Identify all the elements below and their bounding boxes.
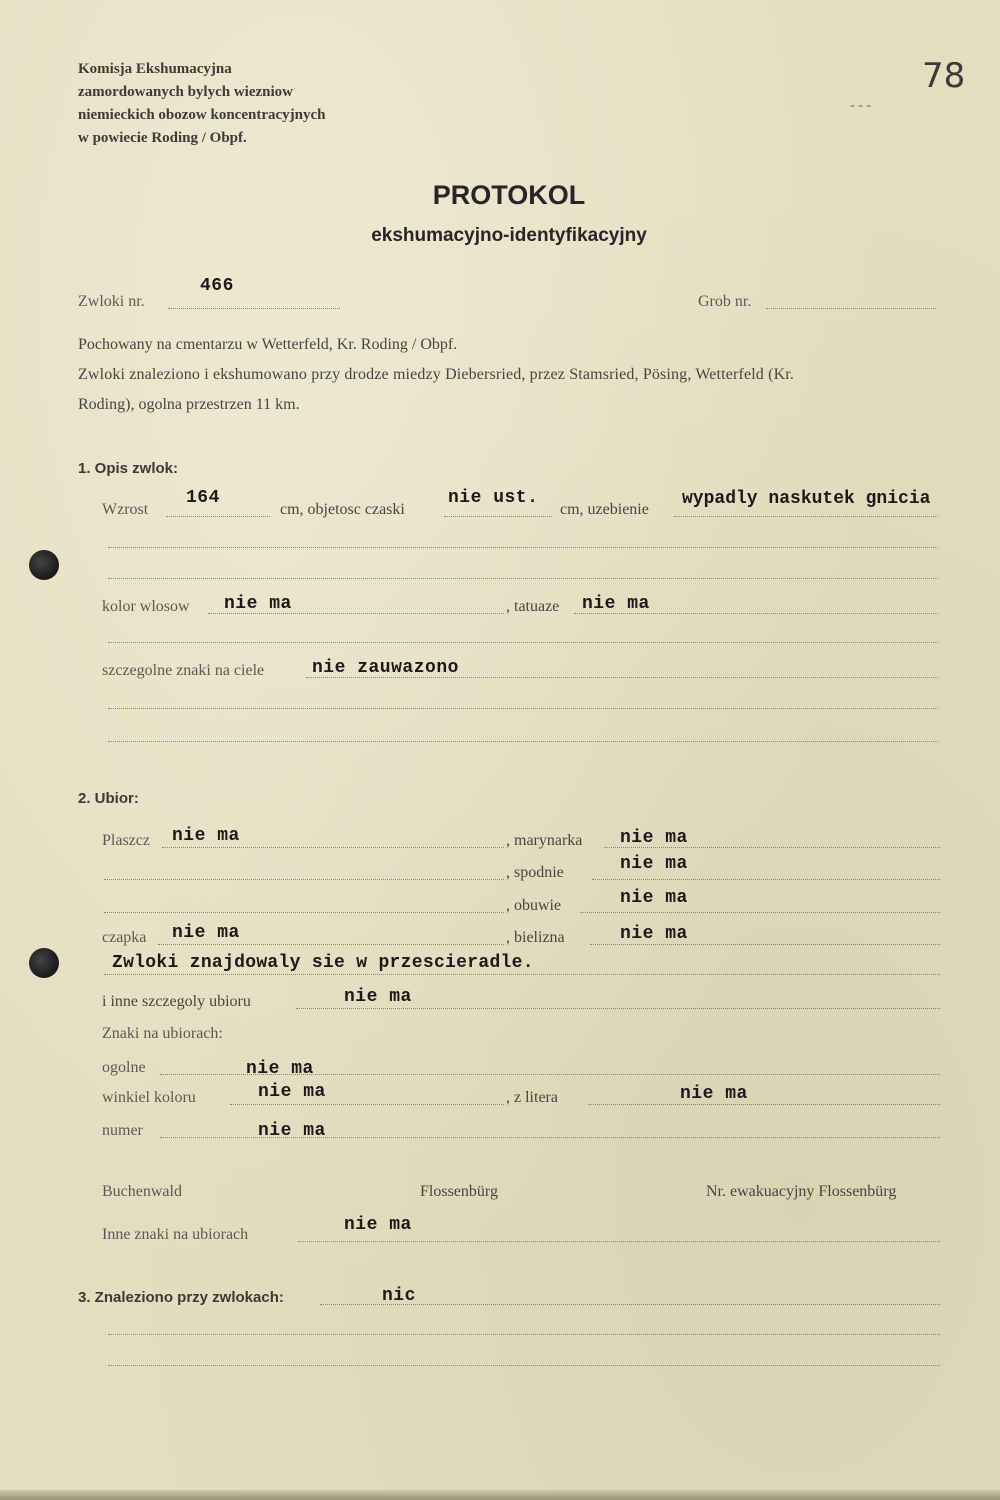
tatuaze-value: nie ma	[582, 594, 650, 614]
znaki-value: nie zauwazono	[312, 658, 459, 678]
czaszka-value: nie ust.	[448, 488, 539, 508]
litera-label: , z litera	[506, 1089, 558, 1106]
litera-dotted-line	[588, 1104, 940, 1105]
page-subtitle: ekshumacyjno-identyfikacyjny	[371, 225, 647, 246]
obuwie-value: nie ma	[620, 888, 688, 908]
plaszcz-label: Plaszcz	[102, 832, 150, 849]
commission-line-1: Komisja Ekshumacyjna	[78, 61, 232, 77]
punch-hole-bottom	[29, 948, 59, 978]
wlosy-value: nie ma	[224, 594, 292, 614]
uzebienie-dotted-line	[674, 516, 938, 517]
wzrost-value: 164	[186, 488, 220, 508]
punch-hole-top	[29, 550, 59, 580]
uzebienie-label: cm, uzebienie	[560, 501, 649, 518]
inne-szczegoly-dotted-line	[296, 1008, 940, 1009]
inne-znaki-dotted-line	[298, 1241, 940, 1242]
ogolne-label: ogolne	[102, 1059, 146, 1076]
zwloki-label: Zwloki nr.	[78, 293, 145, 310]
blank-line-3	[108, 642, 938, 643]
plaszcz-dotted-line	[162, 847, 504, 848]
uzebienie-value: wypadly naskutek gnicia	[682, 489, 931, 509]
flossenburg-label: Flossenbürg	[420, 1183, 498, 1200]
commission-line-3: niemieckich obozow koncentracyjnych	[78, 107, 326, 123]
typed-note: Zwloki znajdowaly sie w przescieradle.	[112, 953, 534, 973]
czapka-dotted-line	[158, 944, 504, 945]
inne-szczegoly-label: i inne szczegoly ubioru	[102, 993, 251, 1010]
czapka-label: czapka	[102, 929, 147, 946]
wzrost-label: Wzrost	[102, 501, 149, 518]
obuwie-dotted-line	[580, 912, 940, 913]
section-2-heading: 2. Ubior:	[78, 790, 139, 807]
blank-line-8	[108, 1334, 940, 1335]
bielizna-label: , bielizna	[506, 929, 565, 946]
note-dotted-line	[104, 974, 940, 975]
tatuaze-label: , tatuaze	[506, 598, 560, 615]
inne-znaki-label: Inne znaki na ubiorach	[102, 1226, 249, 1243]
winkiel-value: nie ma	[258, 1082, 326, 1102]
section-1-heading: 1. Opis zwlok:	[78, 460, 179, 477]
marynarka-label: , marynarka	[506, 832, 583, 849]
blank-line-1	[108, 547, 938, 548]
blank-line-4	[108, 708, 938, 709]
wzrost-dotted-line	[166, 516, 270, 517]
blank-line-2	[108, 578, 938, 579]
blank-line-5	[108, 741, 938, 742]
section-3-value: nic	[382, 1286, 416, 1306]
found-text-line-1: Zwloki znaleziono i ekshumowano przy drodze miedzy Diebersried, przez Stamsried, Pösing, Wetterfeld (Kr.	[78, 366, 795, 383]
commission-line-4: w powiecie Roding / Obpf.	[78, 130, 247, 146]
numer-label: numer	[102, 1122, 143, 1139]
page-title: PROTOKOL	[432, 180, 586, 210]
czapka-value: nie ma	[172, 923, 240, 943]
spodnie-label: , spodnie	[506, 864, 564, 881]
inne-szczegoly-value: nie ma	[344, 987, 412, 1007]
spodnie-value: nie ma	[620, 854, 688, 874]
zwloki-dotted-line	[168, 308, 340, 309]
znaki-na-ubiorach-heading: Znaki na ubiorach:	[102, 1025, 223, 1042]
commission-line-2: zamordowanych bylych wiezniow	[78, 84, 293, 100]
ogolne-value: nie ma	[246, 1059, 314, 1079]
zwloki-value: 466	[200, 276, 234, 296]
czaszka-label: cm, objetosc czaski	[280, 501, 405, 518]
section-3-heading: 3. Znaleziono przy zwlokach:	[78, 1289, 284, 1306]
blank-line-7	[104, 912, 504, 913]
page-number-dashes: - - -	[850, 98, 871, 113]
bielizna-value: nie ma	[620, 924, 688, 944]
wlosy-label: kolor wlosow	[102, 598, 190, 615]
obuwie-label: , obuwie	[506, 897, 562, 914]
plaszcz-value: nie ma	[172, 826, 240, 846]
grob-label: Grob nr.	[698, 293, 752, 310]
blank-line-6	[104, 879, 504, 880]
spodnie-dotted-line	[592, 879, 940, 880]
numer-value: nie ma	[258, 1121, 326, 1141]
czaszka-dotted-line	[444, 516, 552, 517]
blank-line-9	[108, 1365, 940, 1366]
winkiel-dotted-line	[230, 1104, 504, 1105]
page-number: 78	[922, 56, 966, 96]
litera-value: nie ma	[680, 1084, 748, 1104]
winkiel-label: winkiel koloru	[102, 1089, 196, 1106]
inne-znaki-value: nie ma	[344, 1215, 412, 1235]
burial-text: Pochowany na cmentarzu w Wetterfeld, Kr. Roding / Obpf.	[78, 336, 458, 353]
page-bottom-edge	[0, 1490, 1000, 1500]
marynarka-value: nie ma	[620, 828, 688, 848]
znaki-label: szczegolne znaki na ciele	[102, 662, 265, 679]
buchenwald-label: Buchenwald	[102, 1183, 182, 1200]
ewakuacyjny-label: Nr. ewakuacyjny Flossenbürg	[706, 1183, 897, 1200]
bielizna-dotted-line	[590, 944, 940, 945]
grob-dotted-line	[766, 308, 936, 309]
found-text-line-2: Roding), ogolna przestrzen 11 km.	[78, 396, 300, 413]
